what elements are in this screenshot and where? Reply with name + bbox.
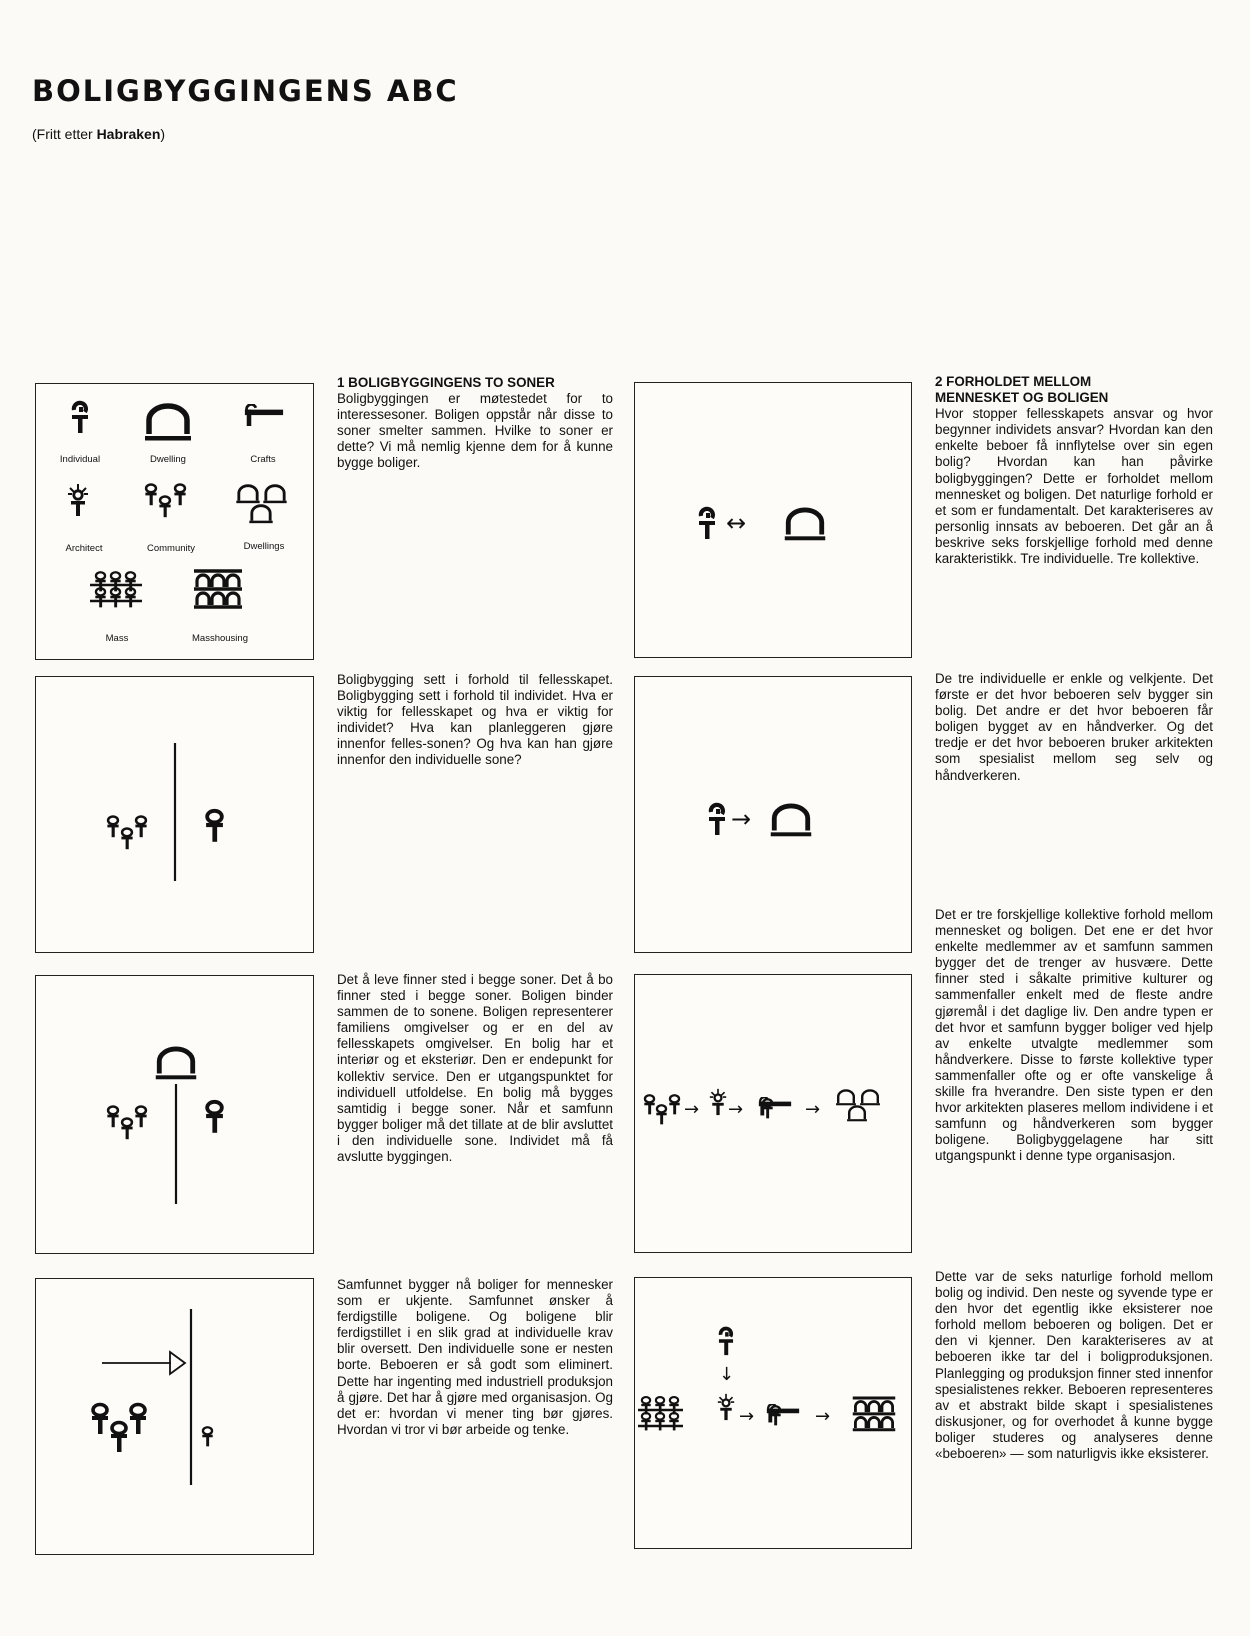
- figure-two-zones: [35, 676, 314, 953]
- arrow-right-icon: →: [728, 1099, 744, 1120]
- community-icon: [92, 1405, 146, 1453]
- text-left-4: Samfunnet bygger nå boliger for mennesker som er ukjente. Samfunnet ønsker å ferdigstille boligene. Og boligene blir ferdigstillet i en slik grad at individuelle krav blir oversett. Den individuelle sone er nesten borte. Beboeren er så godt som eliminert. Dette har ingenting med industriell produksjon å gjøre. Det har å gjøre med organisasjon. Og det er: hvordan vi mener ting bør gjøres. Hvordan vi tror vi bør arbeide og tenke.: [337, 1277, 613, 1437]
- figure-mass-housing-chain: [634, 1277, 912, 1549]
- crafts-icon: [767, 1404, 799, 1425]
- arrow-right-icon: →: [805, 1099, 821, 1120]
- dwelling-icon: [156, 1049, 196, 1079]
- legend-label-individual: Individual: [59, 454, 101, 465]
- community-icon: [145, 485, 185, 518]
- section-2-body: Hvor stopper fellesskapets ansvar og hvor begynner individets ansvar? Hvordan kan den enkelte beboer få innflytelse over sin egen bolig? Hvordan kan han påvirke boligbyggingen? Dette er forholdet mellom mennesket og boligen. Det naturlige forhold er et som er fundamentalt. Det karakteriseres av personlig innsats av beboeren. Det går an å beskrive seks forskjellige forhold med denne karakteristikk. Tre individuelle. Tre kollektive.: [935, 406, 1213, 567]
- double-arrow-icon: ↔: [726, 509, 747, 537]
- arrow-right-icon: →: [815, 1406, 831, 1427]
- subtitle-author: Habraken: [96, 126, 161, 142]
- section-1-heading: 1 BOLIGBYGGINGENS TO SONER: [337, 375, 555, 390]
- mass-icon: [90, 572, 142, 607]
- legend-label-dwelling: Dwelling: [150, 454, 186, 465]
- legend-box: [35, 383, 314, 660]
- community-icon: [107, 817, 146, 850]
- arrow-right-icon: →: [731, 805, 752, 833]
- community-icon: [644, 1095, 679, 1124]
- legend-label-dwellings: Dwellings: [243, 541, 285, 552]
- figure-collective-chain: [634, 974, 912, 1253]
- individual-icon: [72, 403, 88, 433]
- figure-dwelling-binds-zones: [35, 975, 314, 1254]
- individual-icon: [719, 1329, 733, 1356]
- architect-icon: [68, 484, 88, 516]
- dwelling-icon: [771, 806, 811, 836]
- architect-icon: [718, 1394, 734, 1420]
- individual-icon: [699, 509, 715, 539]
- page-subtitle: (Fritt etter Habraken): [32, 126, 166, 142]
- mass-icon: [638, 1397, 683, 1430]
- dwelling-icon: [145, 406, 191, 441]
- legend-label-crafts: Crafts: [250, 454, 276, 465]
- text-right-4: Dette var de seks naturlige forhold mellom bolig og individ. Den neste og syvende type er den hvor det egentlig ikke eksisterer noe forhold mellom beboeren og boligen. Det er den vi kjenner. Den karakteriseres av at beboeren ikke tar del i boligproduksjonen. Planlegging og produksjon finner sted innenfor spesialistenes rekker. Beboeren representeres av et abstrakt bilde skapt i spesialistenes diskusjoner, og for overhodet å kunne bygge boliger studeres og analyseres denne «beboeren» — som naturligvis ikke eksisterer.: [935, 1269, 1213, 1462]
- individual-icon: [709, 805, 725, 835]
- crafts-icon: [759, 1097, 791, 1118]
- architect-icon: [710, 1089, 726, 1115]
- section-1-text: [337, 375, 613, 472]
- legend-label-architect: Architect: [65, 543, 103, 554]
- figure-society-builds-for-unknown: [35, 1278, 314, 1555]
- section-2-heading: 2 FORHOLDET MELLOM MENNESKET OG BOLIGEN: [935, 374, 1109, 406]
- legend-label-mass: Mass: [105, 633, 129, 644]
- legend-label-community: Community: [146, 543, 196, 554]
- crafts-icon: [245, 404, 283, 426]
- individual-icon: [206, 1102, 223, 1133]
- figure-individual-dwelling-relation: [634, 382, 912, 658]
- dwelling-icon: [785, 510, 825, 540]
- legend-label-masshousing: Masshousing: [192, 633, 248, 644]
- masshousing-icon: [194, 571, 242, 607]
- dwellings-icon: [836, 1090, 880, 1121]
- arrow-down-icon: ↓: [719, 1364, 735, 1385]
- individual-icon: [202, 1427, 212, 1446]
- arrow-right-icon: →: [684, 1099, 700, 1120]
- individual-icon: [206, 811, 223, 842]
- page-title: BOLIGBYGGINGENS ABC: [32, 74, 459, 108]
- text-left-3: Det å leve finner sted i begge soner. Det å bo finner sted i begge soner. Boligen binder sammen de to sonene. Boligen representerer familiens omgivelser og er en del av fellesskapets omgivelser. En bolig har et interiør og et eksteriør. Den er endepunkt for kollektiv service. Den er utgangspunktet for individuell utfoldelse. En bolig må bygges samtidig i begge soner. Når et samfunn bygger boliger må det tillate at de blir avsluttet i den individuelle sone. Individet må få avslutte byggingen.: [337, 972, 613, 1165]
- masshousing-icon: [853, 1398, 895, 1430]
- figure-individual-builds: [634, 676, 912, 953]
- text-right-3: Det er tre forskjellige kollektive forhold mellom mennesket og boligen. Det ene er det hvor enkelte medlemmer av et samfunn sammen bygger det de trenger av husvære. Dette finner sted i såkalte primitive kulturer og sammenfaller enkelt med de fleste andre gjøremål i det daglige liv. Den andre typen er det hvor et samfunn bygger boliger ved hjelp av enkelte utvalgte medlemmer som håndverkere. Disse to første kollektive typer sammenfaller ofte og er ofte vanskelige å skille fra hverandre. Den siste typen er den hvor arkitekten plaseres mellom individene i et samfunn og håndverkeren som bygger boligene. Boligbyggelagene har sitt utgangspunkt i denne type organisasjon.: [935, 907, 1213, 1164]
- text-left-2: Boligbygging sett i forhold til fellesskapet. Boligbygging sett i forhold til individet. Hva er viktig for fellesskapet og hva er viktig for individet? Hva kan planleggeren gjøre innenfor felles-sonen? Og hva kan han gjøre innenfor den individuelle sone?: [337, 672, 613, 768]
- community-icon: [107, 1107, 146, 1140]
- text-right-2: De tre individuelle er enkle og velkjente. Det første er det hvor beboeren selv bygger sin bolig. Det andre er det hvor beboeren får boligen bygget av en håndverker. Og det tredje er det hvor beboeren bruker arkitekten som spesialist mellom seg selv og håndverkeren.: [935, 671, 1213, 783]
- dwellings-icon: [236, 486, 286, 523]
- arrow-right-icon: →: [739, 1406, 755, 1427]
- section-2-text: [935, 374, 1213, 567]
- section-1-body: Boligbyggingen er møtestedet for to interessesoner. Boligen oppstår når disse to soner smelter sammen. Hvilke to soner er dette? Vi må nemlig kjenne dem for å kunne bygge boliger.: [337, 391, 613, 471]
